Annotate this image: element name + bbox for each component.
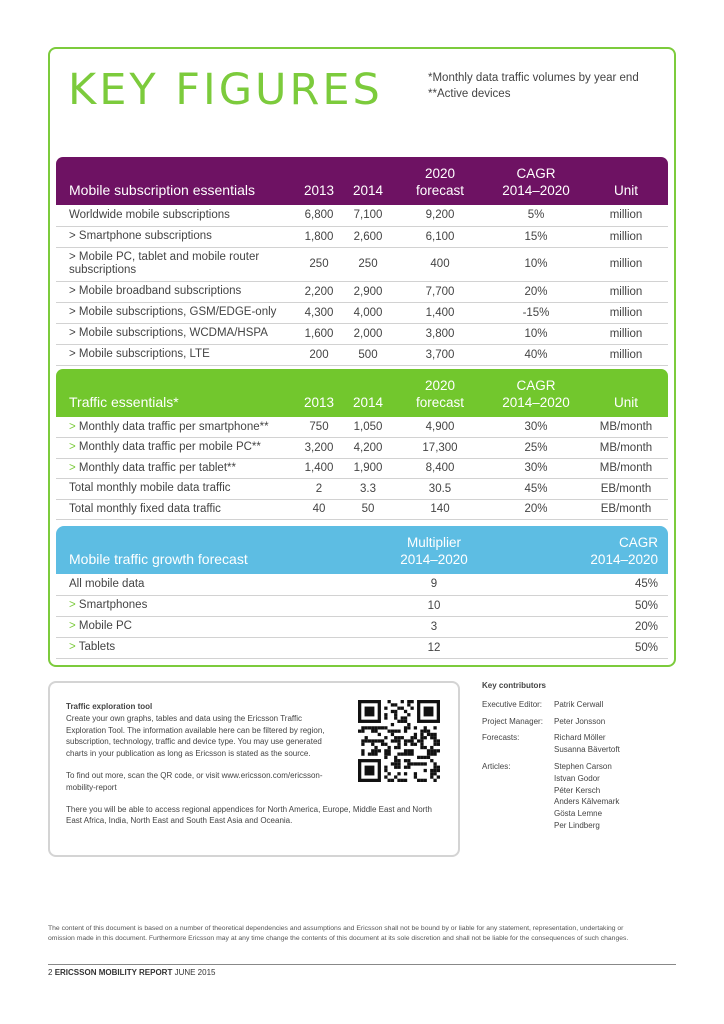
chevron-right-icon: > xyxy=(69,420,79,433)
table-cell: 45% xyxy=(532,574,668,595)
table-cell: 25% xyxy=(488,438,584,459)
table-row xyxy=(56,226,668,247)
column-header: 2013 xyxy=(303,395,335,410)
footnote-traffic: *Monthly data traffic volumes by year end xyxy=(428,72,639,84)
growth-table xyxy=(56,526,668,659)
table-cell: 200 xyxy=(294,344,344,365)
table-cell: 50 xyxy=(344,499,392,520)
table-cell: 45% xyxy=(488,479,584,500)
table-cell: 2 xyxy=(294,479,344,500)
column-header: Unit xyxy=(613,395,638,410)
row-label xyxy=(56,417,294,438)
chevron-right-icon: > xyxy=(69,251,79,263)
contributor-names xyxy=(554,699,603,711)
table-cell: 4,000 xyxy=(344,302,392,323)
table-cell: million xyxy=(584,205,668,226)
contributor-name: Istvan Godor xyxy=(554,773,600,783)
table-cell: million xyxy=(584,226,668,247)
report-date: JUNE 2015 xyxy=(174,968,216,977)
row-label xyxy=(56,458,294,479)
table-cell: MB/month xyxy=(584,438,668,459)
row-label xyxy=(56,205,294,226)
column-header: Traffic essentials* xyxy=(69,394,179,410)
table-cell: million xyxy=(584,302,668,323)
table-cell: 250 xyxy=(344,247,392,281)
table-cell: 4,300 xyxy=(294,302,344,323)
page-title: KEY FIGURES xyxy=(68,65,383,115)
row-label xyxy=(56,247,294,281)
contributor-row xyxy=(482,699,620,711)
row-label-text: Tablets xyxy=(78,641,116,653)
table-cell: 10% xyxy=(488,323,584,344)
row-label-text: Mobile PC, tablet and mobile router subscriptions xyxy=(69,251,260,276)
contributor-names xyxy=(554,761,619,832)
table-cell: 7,700 xyxy=(392,281,488,302)
table-cell: 2,000 xyxy=(344,323,392,344)
contributor-name: Patrik Cerwall xyxy=(554,699,604,709)
tool-box-description: Create your own graphs, tables and data using the Ericsson Traffic Exploration Tool. The information available here can be filtered by region, subscription, technology, traffic and device type. You may use generated charts in your publication as long as Ericsson is stated as the source. xyxy=(66,713,325,759)
table-cell: 400 xyxy=(392,247,488,281)
chevron-right-icon: > xyxy=(69,620,79,632)
chevron-right-icon: > xyxy=(69,306,79,318)
row-label xyxy=(56,595,336,616)
chevron-right-icon: > xyxy=(69,599,79,611)
table-row xyxy=(56,344,668,365)
table-cell: 12 xyxy=(336,637,532,658)
row-label-text: Total monthly mobile data traffic xyxy=(69,482,231,495)
contributor-name: Susanna Bävertoft xyxy=(554,745,620,755)
row-label-text: Total monthly fixed data traffic xyxy=(69,502,221,515)
row-label xyxy=(56,574,336,595)
table-row xyxy=(56,417,668,438)
contributor-row xyxy=(482,761,620,832)
row-label-text: Monthly data traffic per mobile PC** xyxy=(78,441,261,454)
row-label-text: Mobile PC xyxy=(78,620,132,632)
row-label-text: Monthly data traffic per smartphone** xyxy=(78,420,269,433)
row-label xyxy=(56,302,294,323)
table-cell: 30.5 xyxy=(392,479,488,500)
table-cell: 15% xyxy=(488,226,584,247)
table-row xyxy=(56,574,668,595)
chevron-right-icon: > xyxy=(69,441,79,454)
table-cell: 250 xyxy=(294,247,344,281)
tool-box-link-text[interactable]: To find out more, scan the QR code, or visit www.ericsson.com/ericsson-mobility-report xyxy=(66,770,323,792)
table-cell: 500 xyxy=(344,344,392,365)
page-footer xyxy=(48,968,215,977)
table-cell: 40 xyxy=(294,499,344,520)
table-cell: 5% xyxy=(488,205,584,226)
contributor-role: Executive Editor: xyxy=(482,699,543,709)
page-number: 2 xyxy=(48,968,53,977)
column-header: CAGR 2014–2020 xyxy=(502,378,570,410)
table-cell: million xyxy=(584,281,668,302)
table-cell: 750 xyxy=(294,417,344,438)
table-row xyxy=(56,479,668,500)
row-label xyxy=(56,616,336,637)
table-cell: million xyxy=(584,247,668,281)
row-label-text: Worldwide mobile subscriptions xyxy=(69,208,230,221)
row-label xyxy=(56,479,294,500)
table-header-row xyxy=(56,526,668,574)
table-cell: 1,900 xyxy=(344,458,392,479)
table-cell: 3 xyxy=(336,616,532,637)
table-cell: 20% xyxy=(488,499,584,520)
traffic-tool-box xyxy=(48,681,460,857)
table-row xyxy=(56,205,668,226)
table-cell: million xyxy=(584,344,668,365)
table-row xyxy=(56,247,668,281)
table-row xyxy=(56,595,668,616)
row-label xyxy=(56,323,294,344)
row-label xyxy=(56,499,294,520)
table-cell: 3,700 xyxy=(392,344,488,365)
table-cell: 2,900 xyxy=(344,281,392,302)
table-cell: 1,400 xyxy=(294,458,344,479)
column-header: Mobile subscription essentials xyxy=(69,182,255,198)
contributor-role: Project Manager: xyxy=(482,716,543,726)
footer-divider xyxy=(48,964,676,965)
row-label xyxy=(56,344,294,365)
row-label xyxy=(56,438,294,459)
qr-code-icon[interactable] xyxy=(358,700,440,782)
table-row xyxy=(56,499,668,520)
table-header-row xyxy=(56,369,668,417)
column-header: 2014 xyxy=(352,395,384,410)
contributor-role: Articles: xyxy=(482,761,511,771)
table-cell: 20% xyxy=(488,281,584,302)
table-cell: 3.3 xyxy=(344,479,392,500)
key-contributors xyxy=(482,680,620,837)
traffic-table xyxy=(56,369,668,520)
table-cell: EB/month xyxy=(584,479,668,500)
chevron-right-icon: > xyxy=(69,230,79,242)
row-label xyxy=(56,226,294,247)
table-row xyxy=(56,637,668,658)
column-header: Mobile traffic growth forecast xyxy=(69,551,248,567)
subscription-table xyxy=(56,157,668,366)
column-header: 2013 xyxy=(303,183,335,198)
table-cell: 3,800 xyxy=(392,323,488,344)
table-cell: 20% xyxy=(532,616,668,637)
footnotes xyxy=(428,70,639,102)
contributor-names xyxy=(554,716,605,728)
table-row xyxy=(56,323,668,344)
table-cell: EB/month xyxy=(584,499,668,520)
row-label-text: Smartphones xyxy=(78,599,148,611)
table-cell: 6,100 xyxy=(392,226,488,247)
contributor-row xyxy=(482,716,620,728)
row-label-text: Mobile subscriptions, WCDMA/HSPA xyxy=(78,327,268,339)
row-label xyxy=(56,637,336,658)
row-label-text: Monthly data traffic per tablet** xyxy=(78,461,236,474)
chevron-right-icon: > xyxy=(69,348,79,360)
contributor-row xyxy=(482,732,620,756)
column-header: 2014 xyxy=(352,183,384,198)
tool-box-regions: There you will be able to access regional appendices for North America, Europe, Middle East and North East Africa, India, North East and South East Asia and Oceania. xyxy=(66,804,432,826)
table-cell: 9 xyxy=(336,574,532,595)
table-cell: 6,800 xyxy=(294,205,344,226)
table-cell: million xyxy=(584,323,668,344)
table-cell: 9,200 xyxy=(392,205,488,226)
contributors-title: Key contributors xyxy=(482,681,547,690)
contributor-name: Anders Kälvemark xyxy=(554,797,620,807)
table-cell: 10% xyxy=(488,247,584,281)
table-cell: 1,400 xyxy=(392,302,488,323)
chevron-right-icon: > xyxy=(69,327,79,339)
table-cell: 2,600 xyxy=(344,226,392,247)
contributor-name: Péter Kersch xyxy=(554,785,601,795)
table-row xyxy=(56,616,668,637)
table-cell: 1,800 xyxy=(294,226,344,247)
table-row xyxy=(56,302,668,323)
row-label-text: Smartphone subscriptions xyxy=(78,230,212,242)
contributor-name: Richard Möller xyxy=(554,733,606,743)
contributor-names xyxy=(554,732,620,756)
table-cell: MB/month xyxy=(584,458,668,479)
table-cell: 10 xyxy=(336,595,532,616)
table-cell: 140 xyxy=(392,499,488,520)
table-cell: MB/month xyxy=(584,417,668,438)
chevron-right-icon: > xyxy=(69,641,79,653)
row-label-text: Mobile subscriptions, LTE xyxy=(78,348,210,360)
column-header: CAGR 2014–2020 xyxy=(502,166,570,198)
table-cell: 3,200 xyxy=(294,438,344,459)
column-header: Unit xyxy=(613,183,638,198)
contributor-name: Stephen Carson xyxy=(554,761,612,771)
column-header: 2020 forecast xyxy=(415,378,465,410)
table-cell: 4,900 xyxy=(392,417,488,438)
report-name: ERICSSON MOBILITY REPORT xyxy=(54,968,173,977)
contributor-name: Peter Jonsson xyxy=(554,716,606,726)
disclaimer: The content of this document is based on a number of theoretical dependencies and assumptions and Ericsson shall not be bound by or liable for any statement, representation, undertaking or omission made in this document. Furthermore Ericsson may at any time change the contents of this document at its sole discretion and shall not be liable for the consequences of such changes. xyxy=(48,925,629,942)
table-cell: 50% xyxy=(532,637,668,658)
table-cell: 17,300 xyxy=(392,438,488,459)
table-cell: 30% xyxy=(488,417,584,438)
column-header: 2020 forecast xyxy=(415,166,465,198)
table-cell: 1,050 xyxy=(344,417,392,438)
tool-box-title: Traffic exploration tool xyxy=(66,702,153,711)
column-header: Multiplier 2014–2020 xyxy=(400,535,468,567)
table-row xyxy=(56,458,668,479)
contributor-name: Gösta Lemne xyxy=(554,809,603,819)
contributor-role: Forecasts: xyxy=(482,733,520,743)
chevron-right-icon: > xyxy=(69,461,79,474)
table-cell: -15% xyxy=(488,302,584,323)
table-row xyxy=(56,438,668,459)
table-cell: 50% xyxy=(532,595,668,616)
chevron-right-icon: > xyxy=(69,285,79,297)
table-cell: 8,400 xyxy=(392,458,488,479)
column-header: CAGR 2014–2020 xyxy=(590,535,658,567)
table-header-row xyxy=(56,157,668,205)
table-cell: 4,200 xyxy=(344,438,392,459)
row-label xyxy=(56,281,294,302)
table-cell: 1,600 xyxy=(294,323,344,344)
row-label-text: Mobile broadband subscriptions xyxy=(78,285,242,297)
row-label-text: Mobile subscriptions, GSM/EDGE-only xyxy=(78,306,277,318)
table-cell: 40% xyxy=(488,344,584,365)
table-row xyxy=(56,281,668,302)
contributor-name: Per Lindberg xyxy=(554,820,600,830)
table-cell: 30% xyxy=(488,458,584,479)
row-label-text: All mobile data xyxy=(69,577,145,590)
footnote-devices: **Active devices xyxy=(428,88,511,100)
table-cell: 7,100 xyxy=(344,205,392,226)
table-cell: 2,200 xyxy=(294,281,344,302)
